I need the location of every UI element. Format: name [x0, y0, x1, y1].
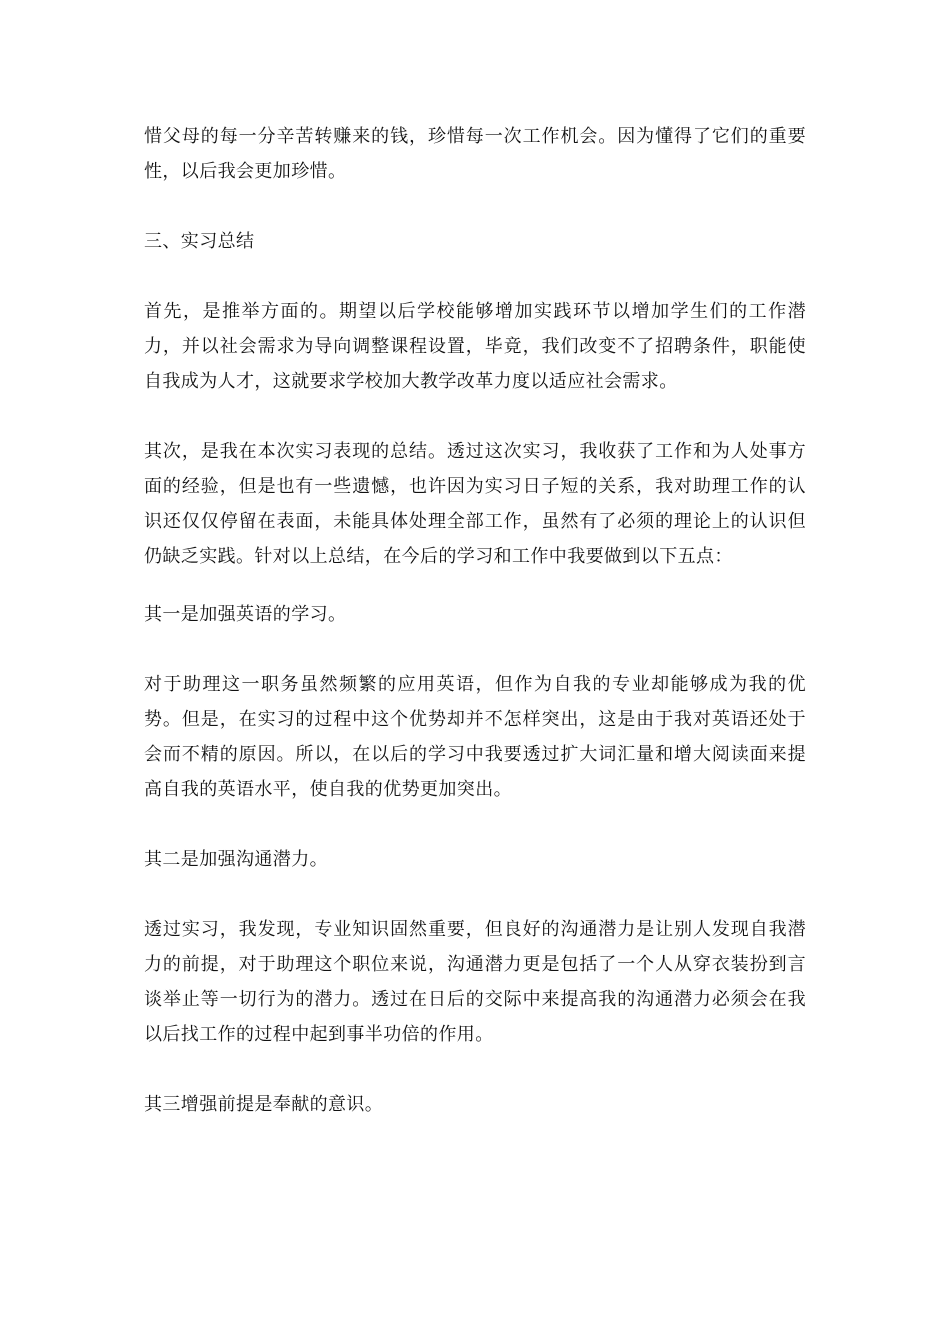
- paragraph-first-recommendation: 首先，是推举方面的。期望以后学校能够增加实践环节以增加学生们的工作潜力，并以社会需求为导向调整课程设置，毕竟，我们改变不了招聘条件，职能使自我成为人才，这就要求学校加大教学改革力度以适应社会需求。: [144, 301, 806, 392]
- paragraph-cherish: 惜父母的每一分辛苦转赚来的钱，珍惜每一次工作机会。因为懂得了它们的重要性，以后我会更加珍惜。: [144, 126, 806, 182]
- paragraph-communication: 透过实习，我发现，专业知识固然重要，但良好的沟通潜力是让别人发现自我潜力的前提，对于助理这个职位来说，沟通潜力更是包括了一个人从穿衣装扮到言谈举止等一切行为的潜力。透过在日后的交际中来提高我的沟通潜力必须会在我以后找工作的过程中起到事半功倍的作用。: [144, 919, 806, 1045]
- document-body: [144, 119, 806, 1122]
- section-heading-summary: 三、实习总结: [144, 231, 255, 252]
- paragraph-english-study: 对于助理这一职务虽然频繁的应用英语，但作为自我的专业却能够成为我的优势。但是，在实习的过程中这个优势却并不怎样突出，这是由于我对英语还处于会而不精的原因。所以，在以后的学习中我要透过扩大词汇量和增大阅读面来提高自我的英语水平，使自我的优势更加突出。: [144, 674, 806, 800]
- point-one-heading: 其一是加强英语的学习。: [144, 604, 347, 625]
- point-three-heading: 其三增强前提是奉献的意识。: [144, 1094, 384, 1115]
- paragraph-second-self-summary: 其次，是我在本次实习表现的总结。透过这次实习，我收获了工作和为人处事方面的经验，但是也有一些遗憾，也许因为实习日子短的关系，我对助理工作的认识还仅仅停留在表面，未能具体处理全部工作，虽然有了必须的理论上的认识但仍缺乏实践。针对以上总结，在今后的学习和工作中我要做到以下五点：: [144, 441, 806, 567]
- point-two-heading: 其二是加强沟通潜力。: [144, 849, 328, 870]
